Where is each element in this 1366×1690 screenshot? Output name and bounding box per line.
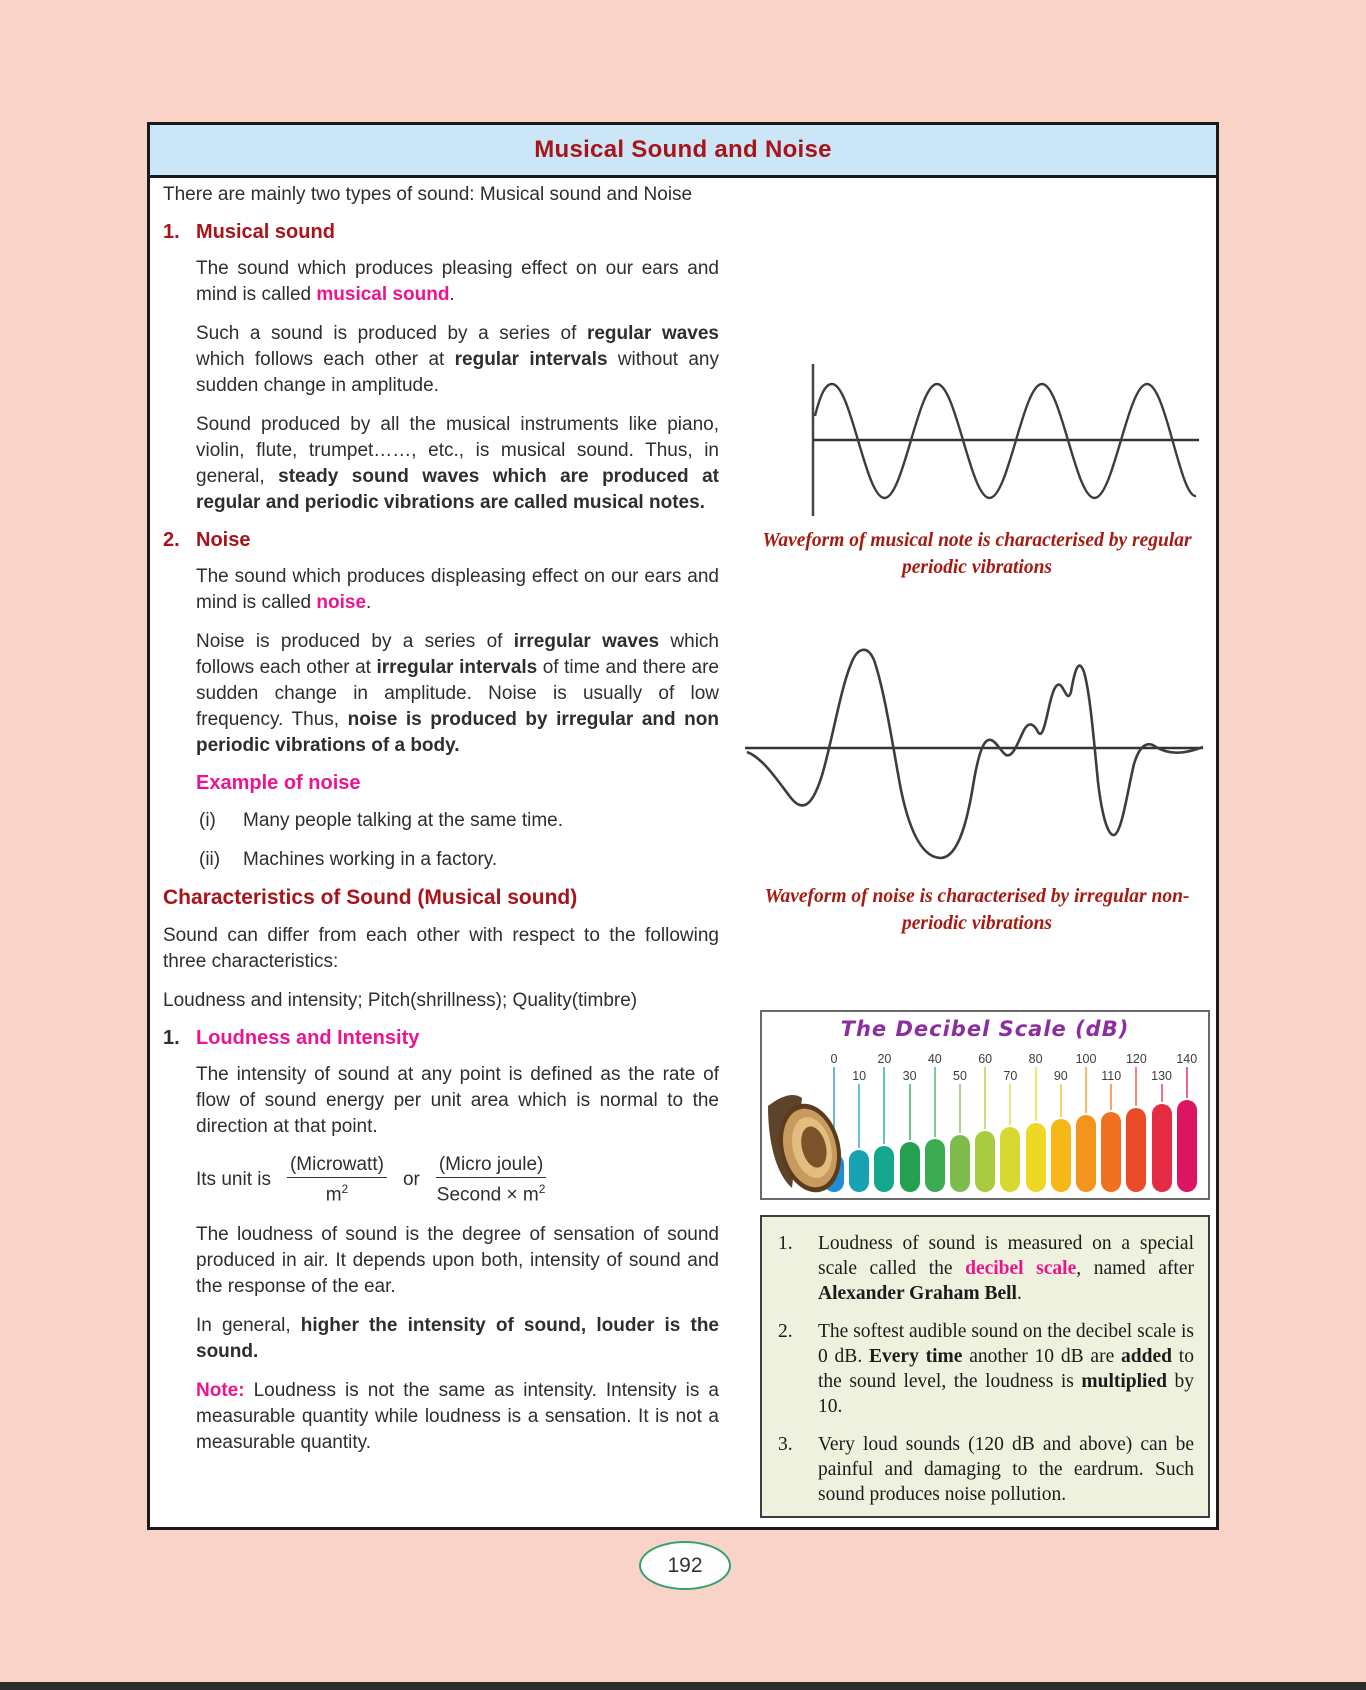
paragraph bbox=[163, 923, 719, 975]
db-tick-label: 130 bbox=[1151, 1069, 1173, 1083]
paragraph bbox=[196, 1062, 719, 1140]
formula-lead: Its unit is bbox=[196, 1168, 271, 1190]
page-number: 192 bbox=[667, 1553, 703, 1577]
db-tick-label: 90 bbox=[1053, 1069, 1068, 1083]
text-segment: , named after bbox=[1076, 1258, 1194, 1279]
db-tick-label: 80 bbox=[1028, 1052, 1043, 1066]
paragraph bbox=[196, 1378, 719, 1456]
section-heading bbox=[163, 529, 719, 552]
paragraph bbox=[196, 629, 719, 759]
list-marker: (i) bbox=[199, 810, 216, 831]
text-segment: Such a sound is produced by a series of bbox=[196, 323, 587, 344]
text-segment: noise is produced by irregular and non periodic vibrations of a body. bbox=[196, 709, 719, 756]
db-leader-line bbox=[909, 1084, 911, 1140]
text-segment: Noise is produced by a series of bbox=[196, 631, 514, 652]
db-bar bbox=[900, 1142, 920, 1192]
db-tick-label: 20 bbox=[877, 1052, 892, 1066]
paragraph bbox=[196, 256, 719, 308]
list-item bbox=[199, 847, 719, 873]
text-segment: multiplied bbox=[1081, 1371, 1167, 1392]
heading-label: Loudness and Intensity bbox=[196, 1027, 420, 1049]
text-segment: higher the intensity of sound, louder is the sound. bbox=[196, 1315, 719, 1363]
sub-heading: Example of noise bbox=[196, 772, 361, 794]
unit-formula bbox=[196, 1153, 719, 1206]
note-number: 2. bbox=[778, 1321, 793, 1342]
text-segment: which follows each other at bbox=[196, 349, 455, 370]
text-segment: irregular intervals bbox=[376, 657, 538, 678]
db-leader-line bbox=[1085, 1067, 1087, 1113]
text-segment: Loudness is not the same as intensity. Intensity is a measurable quantity while loudness is a sensation. It is not a measurable quantity. bbox=[196, 1380, 719, 1454]
db-leader-line bbox=[984, 1067, 986, 1129]
text-segment: regular waves bbox=[586, 323, 719, 344]
text-segment: another 10 dB are bbox=[962, 1346, 1122, 1367]
paragraph bbox=[196, 1313, 719, 1365]
db-leader-line bbox=[858, 1084, 860, 1148]
db-bar bbox=[874, 1146, 894, 1192]
page-title: Musical Sound and Noise bbox=[534, 136, 832, 163]
list-marker: (ii) bbox=[199, 849, 221, 870]
text-segment: Loudness of sound is measured on a special scale called the bbox=[818, 1233, 1194, 1279]
db-tick-label: 50 bbox=[953, 1069, 967, 1083]
db-bar bbox=[1000, 1127, 1020, 1192]
unit-fraction bbox=[287, 1153, 387, 1206]
left-column bbox=[163, 182, 719, 1469]
db-tick-label: 110 bbox=[1101, 1069, 1122, 1083]
db-leader-line bbox=[1009, 1084, 1011, 1125]
fraction-denominator: Second × $m^2$ bbox=[436, 1182, 546, 1206]
text-segment: The loudness of sound is the degree of sensation of sound produced in air. It depends upon both, intensity of sound and the response of the ear. bbox=[196, 1224, 719, 1298]
db-bar bbox=[1101, 1112, 1121, 1192]
db-leader-line bbox=[1135, 1067, 1137, 1106]
fraction-numerator: (Microwatt) bbox=[287, 1153, 387, 1178]
text-segment: without any sudden change in amplitude. bbox=[196, 349, 719, 396]
decibel-scale-box bbox=[760, 1010, 1210, 1200]
text-segment: The softest audible sound on the decibel scale is 0 dB. bbox=[818, 1321, 1194, 1367]
text-segment: added bbox=[1121, 1346, 1172, 1367]
db-bar bbox=[1076, 1115, 1096, 1192]
text-segment: Alexander Graham Bell bbox=[818, 1283, 1017, 1304]
paragraph bbox=[163, 182, 719, 208]
db-leader-line bbox=[959, 1084, 961, 1133]
text-segment: There are mainly two types of sound: Musical sound and Noise bbox=[163, 184, 693, 205]
list-item bbox=[199, 808, 719, 834]
text-segment: In general, bbox=[196, 1315, 301, 1337]
paragraph bbox=[196, 321, 719, 399]
text-segment: The sound which produces pleasing effect on our ears and mind is called bbox=[196, 258, 719, 305]
note-item bbox=[762, 1432, 1208, 1507]
section-heading bbox=[163, 221, 719, 244]
section-heading bbox=[163, 1027, 719, 1050]
db-tick-label: 70 bbox=[1003, 1069, 1018, 1083]
db-bar bbox=[849, 1150, 869, 1192]
paragraph bbox=[196, 1222, 719, 1300]
paragraph bbox=[196, 412, 719, 516]
content-box bbox=[147, 122, 1219, 1530]
title-banner bbox=[150, 125, 1216, 178]
fraction-numerator: (Micro joule) bbox=[436, 1153, 547, 1178]
db-bar bbox=[925, 1139, 945, 1192]
musical-waveform-figure bbox=[806, 360, 1201, 520]
note-item bbox=[762, 1319, 1208, 1419]
noise-wave-svg bbox=[745, 630, 1205, 880]
db-leader-line bbox=[934, 1067, 936, 1137]
db-leader-line bbox=[1161, 1084, 1163, 1102]
text-segment: . bbox=[449, 284, 455, 305]
db-tick-label: 100 bbox=[1075, 1052, 1097, 1066]
db-tick-label: 30 bbox=[902, 1069, 917, 1083]
text-segment: which follows each other at bbox=[196, 631, 719, 678]
heading-label: Musical sound bbox=[196, 221, 335, 243]
highlighted-text: Note: bbox=[196, 1380, 245, 1402]
text-segment: The sound which produces displeasing effect on our ears and mind is called bbox=[196, 566, 719, 613]
paragraph bbox=[196, 564, 719, 616]
text-segment: Sound produced by all the musical instruments like piano, violin, flute, trumpet……, etc., is musical sound. Thus, in general, bbox=[196, 414, 719, 487]
text-segment: Sound can differ from each other with respect to the following three characteristics: bbox=[163, 925, 719, 972]
text-segment: Machines working in a factory. bbox=[243, 849, 498, 870]
heading-number: 1. bbox=[163, 1027, 180, 1049]
speaker-horn-icon bbox=[766, 1086, 848, 1194]
formula-joiner: or bbox=[402, 1168, 420, 1190]
db-bar bbox=[1026, 1123, 1046, 1192]
text-segment: The intensity of sound at any point is defined as the rate of flow of sound energy per unit area which is normal to the direction at that point. bbox=[196, 1064, 719, 1137]
db-tick-label: 40 bbox=[927, 1052, 942, 1066]
highlighted-text: musical sound bbox=[316, 284, 450, 305]
db-tick-label: 0 bbox=[830, 1052, 838, 1066]
db-leader-line bbox=[1186, 1067, 1188, 1098]
musical-wave-svg bbox=[806, 360, 1201, 520]
fraction-denominator: $m^2$ bbox=[325, 1182, 349, 1206]
db-leader-line bbox=[883, 1067, 885, 1144]
noise-wave-caption: Waveform of noise is characterised by irregular non-periodic vibrations bbox=[764, 886, 1190, 934]
text-segment: Every time bbox=[869, 1346, 963, 1367]
text-segment: irregular waves bbox=[513, 631, 660, 652]
db-bar bbox=[1152, 1104, 1172, 1192]
musical-wave-caption: Waveform of musical note is characterised by regular periodic vibrations bbox=[762, 530, 1192, 578]
unit-fraction bbox=[436, 1153, 547, 1206]
db-bar bbox=[1126, 1108, 1146, 1192]
db-tick-label: 60 bbox=[978, 1052, 993, 1066]
noise-waveform-figure bbox=[745, 630, 1205, 880]
db-tick-label: 10 bbox=[852, 1069, 867, 1083]
highlighted-text: decibel scale bbox=[965, 1258, 1077, 1279]
db-leader-line bbox=[1060, 1084, 1062, 1117]
text-segment: Very loud sounds (120 dB and above) can be painful and damaging to the eardrum. Such sound produces noise pollution. bbox=[818, 1434, 1194, 1505]
text-segment: Loudness and intensity; Pitch(shrillness); Quality(timbre) bbox=[163, 990, 638, 1011]
db-bar bbox=[950, 1135, 970, 1192]
section-heading: Characteristics of Sound (Musical sound) bbox=[163, 886, 578, 909]
heading-label: Noise bbox=[196, 529, 251, 551]
db-tick-label: 140 bbox=[1176, 1052, 1198, 1066]
irregular-noise-wave bbox=[747, 650, 1203, 858]
text-segment: steady sound waves which are produced at regular and periodic vibrations are called musical notes. bbox=[196, 466, 719, 513]
page-bottom-edge bbox=[0, 1682, 1366, 1690]
text-segment: by 10. bbox=[818, 1371, 1195, 1417]
note-item bbox=[762, 1231, 1208, 1306]
db-leader-line bbox=[1110, 1084, 1112, 1110]
heading-number: 2. bbox=[163, 529, 180, 551]
db-bar bbox=[1177, 1100, 1197, 1192]
db-tick-label: 120 bbox=[1125, 1052, 1147, 1066]
notes-box bbox=[760, 1215, 1210, 1518]
note-number: 1. bbox=[778, 1233, 793, 1254]
text-segment: to the sound level, the loudness is bbox=[818, 1346, 1194, 1392]
text-segment: . bbox=[1016, 1283, 1022, 1304]
paragraph bbox=[163, 988, 719, 1014]
text-segment: regular intervals bbox=[454, 349, 608, 370]
heading-number: 1. bbox=[163, 221, 180, 243]
db-bar bbox=[975, 1131, 995, 1192]
note-number: 3. bbox=[778, 1434, 793, 1455]
text-segment: of time and there are sudden change in amplitude. Noise is usually of low frequency. Thus, bbox=[196, 657, 719, 730]
db-bar bbox=[1051, 1119, 1071, 1192]
db-leader-line bbox=[1035, 1067, 1037, 1121]
decibel-scale-title: The Decibel Scale (dB) bbox=[840, 1017, 1130, 1041]
page-number-badge bbox=[639, 1541, 731, 1590]
text-segment: . bbox=[366, 592, 372, 613]
text-segment: Many people talking at the same time. bbox=[243, 810, 564, 831]
highlighted-text: noise bbox=[316, 592, 367, 613]
